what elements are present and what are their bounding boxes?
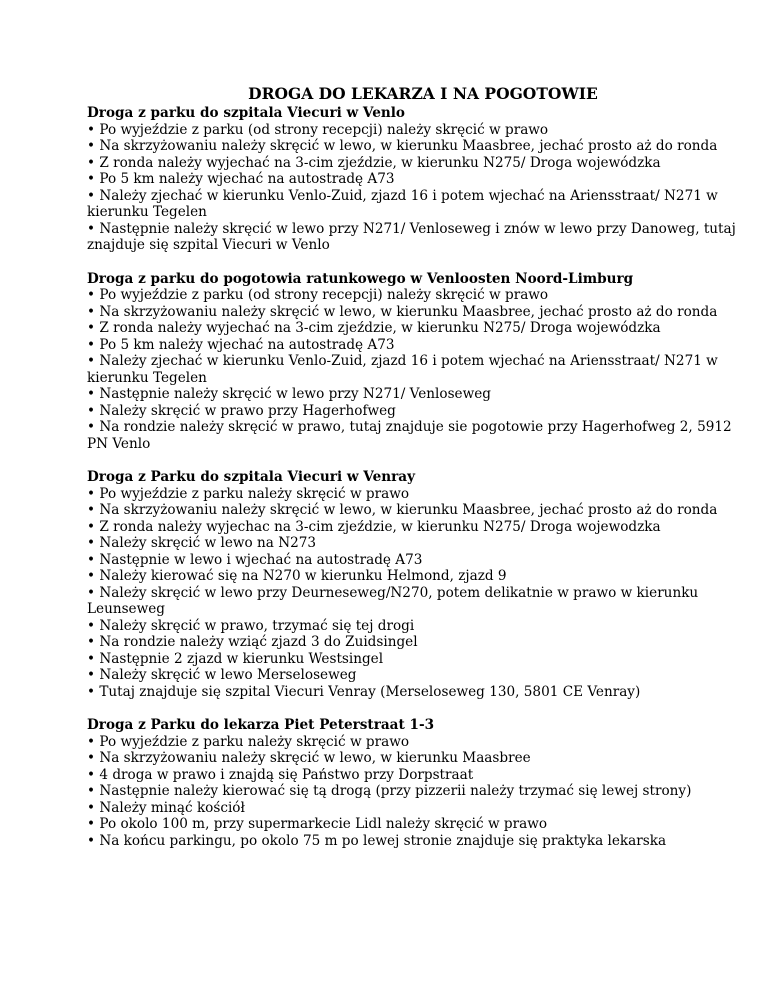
bullet-icon: •: [87, 220, 96, 237]
list-item: [87, 386, 749, 403]
step-text: Po okolo 100 m, przy supermarkecie Lidl należy skręcić w prawo: [99, 816, 548, 832]
step-text: Po wyjeździe z parku (od strony recepcji) należy skręcić w prawo: [99, 121, 549, 138]
route-section: [87, 469, 749, 700]
step-text: Należy skręcić w prawo przy Hagerhofweg: [99, 402, 396, 419]
step-text: Na skrzyżowaniu należy skręcić w lewo, w kierunku Maasbree, jechać prosto aż do ronda: [99, 138, 718, 154]
list-item: [87, 800, 749, 817]
bullet-icon: •: [87, 667, 96, 683]
step-text: Na końcu parkingu, po okolo 75 m po lewej stronie znajduje się praktyka lekarska: [99, 832, 667, 849]
step-text: Tutaj znajduje się szpital Viecuri Venray (Merseloseweg 130, 5801 CE Venray): [99, 683, 641, 700]
step-list: [87, 287, 749, 452]
list-item: [87, 634, 749, 651]
section-heading: Droga z Parku do lekarza Piet Peterstraat 1-3: [87, 717, 435, 733]
bullet-icon: •: [87, 832, 96, 849]
step-text: Z ronda należy wyjechac na 3-cim zjeździe, w kierunku N275/ Droga wojewodzka: [99, 518, 661, 535]
list-item: [87, 667, 749, 684]
list-item: [87, 122, 749, 139]
bullet-icon: •: [87, 138, 96, 154]
step-text: Na skrzyżowaniu należy skręcić w lewo, w kierunku Maasbree, jechać prosto aż do ronda: [99, 502, 718, 518]
step-text: Należy skręcić w lewo Merseloseweg: [99, 667, 357, 683]
step-text: Na skrzyżowaniu należy skręcić w lewo, w kierunku Maasbree, jechać prosto aż do ronda: [99, 303, 718, 320]
document-title: DROGA DO LEKARZA I NA POGOTOWIE: [248, 84, 598, 103]
step-list: [87, 486, 749, 701]
step-text: Następnie należy skręcić w lewo przy N271/ Venloseweg i znów w lewo przy Danoweg, tutaj znajduje się szpital Viecuri w Venlo: [87, 220, 736, 253]
bullet-icon: •: [87, 187, 96, 204]
route-section: [87, 105, 749, 254]
step-text: Po wyjeździe z parku należy skręcić w prawo: [99, 485, 410, 502]
list-item: [87, 188, 749, 221]
list-item: [87, 337, 749, 354]
list-item: [87, 519, 749, 536]
list-item: [87, 155, 749, 172]
bullet-icon: •: [87, 154, 96, 171]
list-item: [87, 171, 749, 188]
document-page: [87, 84, 749, 866]
step-text: Należy kierować się na N270 w kierunku Helmond, zjazd 9: [99, 568, 507, 584]
list-item: [87, 304, 749, 321]
bullet-icon: •: [87, 816, 96, 832]
list-item: [87, 320, 749, 337]
list-item: [87, 221, 749, 254]
list-item: [87, 287, 749, 304]
step-text: Należy minąć kościół: [99, 799, 245, 816]
step-text: Po 5 km należy wjechać na autostradę A73: [99, 171, 395, 187]
step-text: Na rondzie należy wziąć zjazd 3 do Zuidsingel: [99, 634, 418, 650]
list-item: [87, 138, 749, 155]
bullet-icon: •: [87, 799, 96, 816]
bullet-icon: •: [87, 386, 96, 402]
step-text: Następnie 2 zjazd w kierunku Westsingel: [99, 650, 384, 667]
step-text: Należy zjechać w kierunku Venlo-Zuid, zjazd 16 i potem wjechać na Ariensstraat/ N271 w kierunku Tegelen: [87, 353, 718, 386]
step-text: Po wyjeździe z parku należy skręcić w prawo: [99, 733, 410, 750]
section-heading: Droga z parku do pogotowia ratunkowego w Venloosten Noord-Limburg: [87, 270, 634, 287]
list-item: [87, 833, 749, 850]
list-item: [87, 750, 749, 767]
step-text: Należy zjechać w kierunku Venlo-Zuid, zjazd 16 i potem wjechać na Ariensstraat/ N271 w kierunku Tegelen: [87, 187, 718, 220]
bullet-icon: •: [87, 518, 96, 535]
step-list: [87, 734, 749, 850]
step-text: Na skrzyżowaniu należy skręcić w lewo, w kierunku Maasbree: [99, 750, 531, 766]
list-item: [87, 552, 749, 569]
bullet-icon: •: [87, 320, 96, 336]
bullet-icon: •: [87, 535, 96, 551]
bullet-icon: •: [87, 419, 96, 435]
bullet-icon: •: [87, 303, 96, 320]
bullet-icon: •: [87, 551, 96, 568]
step-text: Z ronda należy wyjechać na 3-cim zjeździe, w kierunku N275/ Droga wojewódzka: [99, 154, 661, 171]
list-item: [87, 403, 749, 420]
section-heading: Droga z Parku do szpitala Viecuri w Venray: [87, 469, 415, 485]
route-section: [87, 717, 749, 849]
list-item: [87, 651, 749, 668]
bullet-icon: •: [87, 353, 96, 369]
list-item: [87, 767, 749, 784]
bullet-icon: •: [87, 402, 96, 419]
list-item: [87, 502, 749, 519]
route-section: [87, 271, 749, 453]
step-text: Następnie należy skręcić w lewo przy N271/ Venloseweg: [99, 386, 491, 402]
bullet-icon: •: [87, 766, 96, 783]
list-item: [87, 816, 749, 833]
list-item: [87, 568, 749, 585]
sections-container: [87, 105, 749, 849]
step-text: Należy skręcić w lewo przy Deurneseweg/N270, potem delikatnie w prawo w kierunku Leunseweg: [87, 584, 699, 617]
section-heading: Droga z parku do szpitala Viecuri w Venlo: [87, 105, 405, 121]
bullet-icon: •: [87, 171, 96, 187]
step-text: Z ronda należy wyjechać na 3-cim zjeździe, w kierunku N275/ Droga wojewódzka: [99, 320, 661, 336]
bullet-icon: •: [87, 617, 96, 634]
bullet-icon: •: [87, 683, 96, 700]
bullet-icon: •: [87, 485, 96, 502]
bullet-icon: •: [87, 502, 96, 518]
list-item: [87, 783, 749, 800]
bullet-icon: •: [87, 750, 96, 766]
step-text: Należy skręcić w prawo, trzymać się tej drogi: [99, 617, 415, 634]
step-text: 4 droga w prawo i znajdą się Państwo przy Dorpstraat: [99, 766, 474, 783]
bullet-icon: •: [87, 733, 96, 750]
step-text: Po 5 km należy wjechać na autostradę A73: [99, 336, 395, 353]
bullet-icon: •: [87, 650, 96, 667]
step-text: Na rondzie należy skręcić w prawo, tutaj znajduje sie pogotowie przy Hagerhofweg 2, 5912 PN Venlo: [87, 419, 732, 452]
bullet-icon: •: [87, 568, 96, 584]
step-list: [87, 122, 749, 254]
list-item: [87, 353, 749, 386]
list-item: [87, 684, 749, 701]
step-text: Następnie należy kierować się tą drogą (przy pizzerii należy trzymać się lewej strony): [99, 783, 692, 799]
bullet-icon: •: [87, 634, 96, 650]
list-item: [87, 734, 749, 751]
list-item: [87, 585, 749, 618]
step-text: Następnie w lewo i wjechać na autostradę A73: [99, 551, 423, 568]
bullet-icon: •: [87, 336, 96, 353]
step-text: Należy skręcić w lewo na N273: [99, 535, 317, 551]
step-text: Po wyjeździe z parku (od strony recepcji) należy skręcić w prawo: [99, 287, 549, 303]
list-item: [87, 535, 749, 552]
bullet-icon: •: [87, 584, 96, 601]
bullet-icon: •: [87, 287, 96, 303]
list-item: [87, 419, 749, 452]
bullet-icon: •: [87, 121, 96, 138]
bullet-icon: •: [87, 783, 96, 799]
list-item: [87, 618, 749, 635]
list-item: [87, 486, 749, 503]
